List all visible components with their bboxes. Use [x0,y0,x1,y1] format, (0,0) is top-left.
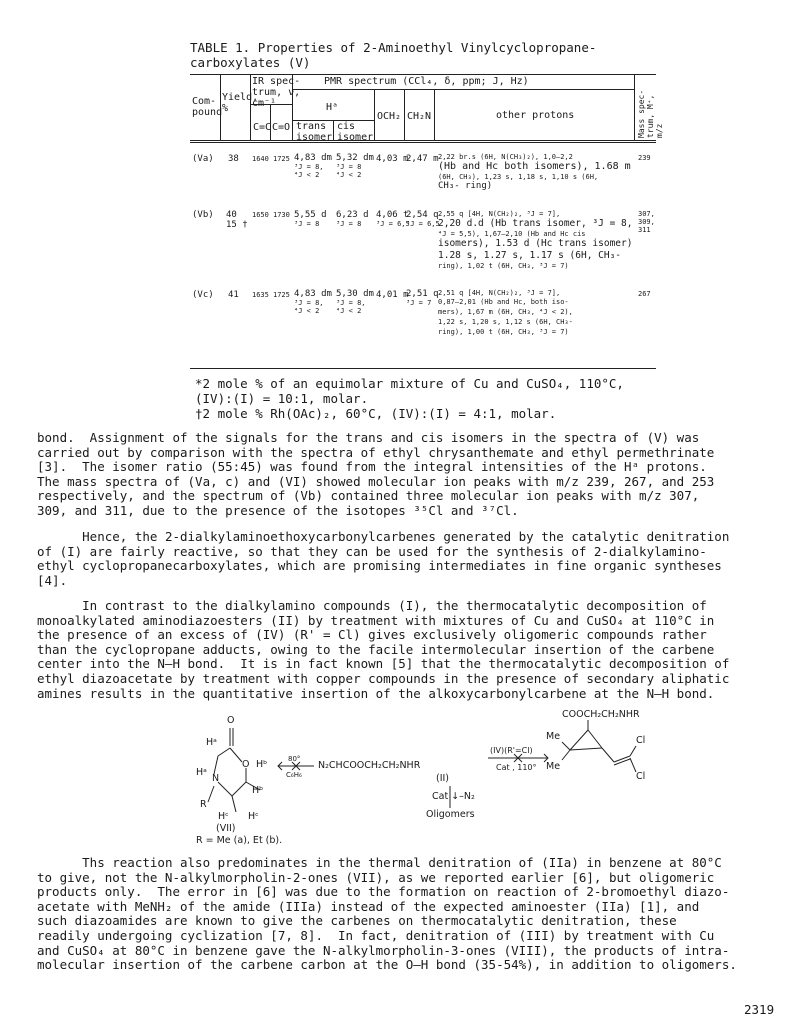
row-vc-other: 2,51 q [4H, N(CH₂)₂, ³J = 7], 0,87–2,01 (Hb and Hc, both iso- mers), 1,67 m (6H, CH₃, ⁴J < 2), 1,22 s, 1,20 s, 1,12 s (6H, CH₃- ring), 1,00 t (6H, CH₃, ³J = 7) [438,289,573,336]
row-vb-cis: 6,23 d ³J = 8 [336,210,369,228]
scheme-o: O [227,715,235,726]
properties-table [190,74,664,370]
row-vc-cc: 1635 [252,291,269,299]
row-va-mass: 239 [638,154,651,162]
scheme-bonds [190,716,650,846]
row-va-trans: 4,83 dm ³J = 8, ⁴J < 2 [294,153,332,179]
row-va-yield: 38 [228,154,239,164]
header-ir: IR spec- trum, ν, cm⁻¹ [252,76,301,109]
header-pmr: PMR spectrum (CCl₄, δ, ppm; J, Hz) [324,76,529,87]
paragraph-3: In contrast to the dialkylamino compounds (I), the thermocatalytic decomposition of monoalkylated aminodiazoesters (II) by treatment with mixtures of Cu and CuSO₄ at 110°C in the presence of an excess of (IV) (R' = Cl) gives exclusively oligomeric compounds rather than the cyclopropane adducts, owing to the facile intermolecular insertion of the carbene center into the N–H bond. It is in fact known [5] that the thermocatalytic decomposition of ethyl diazoacetate by treatment with copper compounds in the presence of secondary aliphatic amines results in the quantitative insertion of the alkoxycarbonylcarbene at the N–H bond. [37,598,730,701]
header-other: other protons [496,110,575,121]
paragraph-2: Hence, the 2-dialkylaminoethoxycarbonylcarbenes generated by the catalytic denitration of (I) are fairly reactive, so that they can be used for the synthesis of 2-dialkylamino- ethyl cyclopropanecarboxylates, which are promising intermediates in fine organic syntheses [4]. [37,529,730,588]
row-vc-co: 1725 [273,291,290,299]
scheme-hb-1: Hᵇ [256,759,268,770]
row-vb-cc: 1650 [252,211,269,219]
table-caption-line2: carboxylates (V) [190,55,311,70]
row-va-ch2n: 2,47 m [406,154,439,164]
header-trans: trans isomer [296,121,333,143]
header-yield: Yield, % [222,92,259,114]
table-caption [190,40,630,70]
header-mass: Mass spec-trum, M⁺, m/z [637,89,664,138]
footnote-1b: (IV):(I) = 10:1, molar. [195,391,369,406]
header-cis: cis isomer [337,121,374,143]
row-vb-mass: 307, 309, 311 [638,210,655,234]
table-footnotes [195,376,665,421]
scheme-cond-top: 80° [288,755,301,763]
paragraph-4: Ths reaction also predominates in the thermal denitration of (IIa) in benzene at 80°C to give, not the N-alkylmorpholin-2-ones (VII), as we reported earlier [6], but oligomeric products only. The error in [6] was due to the formation on reaction of 2-bromoethyl diazo- acetate with MeNH₂ of the amide (IIIa) instead of the expected aminoester (IIa) [1], and such diazoamides are known to give the carbenes on thermocatalytic denitration, these readily undergoing cyclization [7, 8]. In fact, denitration of (III) by treatment with Cu and CuSO₄ at 80°C in benzene gave the N-alkylmorpholin-3-ones (VIII), the products of intra- molecular insertion of the carbene carbon at the O–H bond (35-54%), in addition to oligomers. [37,855,737,973]
row-va-cis: 5,32 dm ³J = 8 ⁴J < 2 [336,153,374,179]
scheme-n: N [212,773,220,784]
scheme-cl-1: Cl [636,735,646,746]
row-vb-compound: (Vb) [192,210,214,220]
header-ir-co: C=O [272,122,291,133]
row-vc-trans: 4,83 dm ³J = 8, ⁴J < 2 [294,289,332,315]
row-va-co: 1725 [273,155,290,163]
scheme-ring-o: O [242,759,250,770]
row-va-other: 2,22 br.s (6H, N(CH₃)₂), 1,0–2,2 (Hb and Hc both isomers), 1.68 m (6H, CH₃), 1,23 s, 1,18 s, 1,10 s (6H, CH₃- ring) [438,153,631,191]
header-och2: OCH₂ [377,111,402,122]
header-ch2n: CH₂N [407,111,432,122]
row-vc-yield: 41 [228,290,239,300]
header-ir-cc: C=C [253,122,272,133]
header-compound: Com- pound [192,96,223,118]
row-vb-yield: 40 15 † [226,210,248,230]
row-vc-mass: 267 [638,290,651,298]
scheme-arrow-bottom: Cat , 110° [496,763,537,772]
scheme-r: R [200,799,207,810]
header-ha: Hᵃ [326,102,339,113]
scheme-hc-1: Hᶜ [218,811,229,822]
scheme-product-sub: COOCH₂CH₂NHR [562,709,640,720]
scheme-ha-1: Hᵃ [206,737,217,748]
scheme-arrow-top: (IV)(R'=Cl) [490,746,533,755]
scheme-reactant: N₂CHCOOCH₂CH₂NHR [318,760,421,771]
row-vb-trans: 5,55 d ³J = 8 [294,210,327,228]
row-vc-compound: (Vc) [192,290,214,300]
scheme-vii-label: (VII) [216,823,236,834]
row-va-cc: 1640 [252,155,269,163]
row-va-och2: 4,03 m [376,154,409,164]
scheme-oligomers: Oligomers [426,809,475,820]
row-vc-cis: 5,30 dm ³J = 8, ⁴J < 2 [336,289,374,315]
row-va-compound: (Va) [192,154,214,164]
scheme-cond-bottom: C₆H₆ [286,771,302,779]
scheme-reactant-label: (II) [436,773,450,784]
row-vc-och2: 4,01 m [376,290,409,300]
row-vb-och2: 4,06 t ³J = 6,5 [376,210,410,228]
scheme-hb-2: Hᵇ [252,785,264,796]
scheme-cl-2: Cl [636,771,646,782]
scheme-ha-2: Hᵃ [196,767,207,778]
table-caption-line1: TABLE 1. Properties of 2-Aminoethyl Vinylcyclopropane- [190,40,597,55]
row-vb-ch2n: 2,54 q ³J = 6,5 [406,210,440,228]
row-vb-co: 1730 [273,211,290,219]
scheme-cat-n2: Cat ↓–N₂ [432,791,475,802]
paragraph-1: bond. Assignment of the signals for the trans and cis isomers in the spectra of (V) was carried out by comparison with the spectra of ethyl chrysanthemate and ethyl permethrinate [3]. The isomer ratio (55:45) was found from the integral intensities of the Hᵃ protons. The mass spectra of (Va, c) and (VI) showed molecular ion peaks with m/z 239, 267, and 253 respectively, and the spectrum of (Vb) contained three molecular ion peaks with m/z 307, 309, and 311, due to the presence of the isotopes ³⁵Cl and ³⁷Cl. [37,430,715,518]
reaction-scheme [190,709,650,846]
scheme-me-2: Me [546,761,561,772]
row-vb-other: 2,55 q [4H, N(CH₂)₂, ³J = 7], 2,20 d.d (Hb trans isomer, ³J = 8, ⁴J = 5,5), 1,67–2,10 (Hb and Hc cis isomers), 1.53 d (Hc trans isomer) 1.28 s, 1.27 s, 1.17 s (6H, CH₃- ring), 1,02 t (6H, CH₃, ³J = 7) [438,210,633,270]
scheme-hc-2: Hᶜ [248,811,259,822]
row-vc-ch2n: 2,51 q ³J = 7 [406,289,439,307]
page-number: 2319 [744,1002,775,1017]
footnote-2: †2 mole % Rh(OAc)₂, 60°C, (IV):(I) = 4:1, molar. [195,406,557,421]
scheme-vii-r: R = Me (a), Et (b). [196,835,283,846]
footnote-1a: *2 mole % of an equimolar mixture of Cu and CuSO₄, 110°C, [195,376,624,391]
scheme-me-1: Me [546,731,561,742]
